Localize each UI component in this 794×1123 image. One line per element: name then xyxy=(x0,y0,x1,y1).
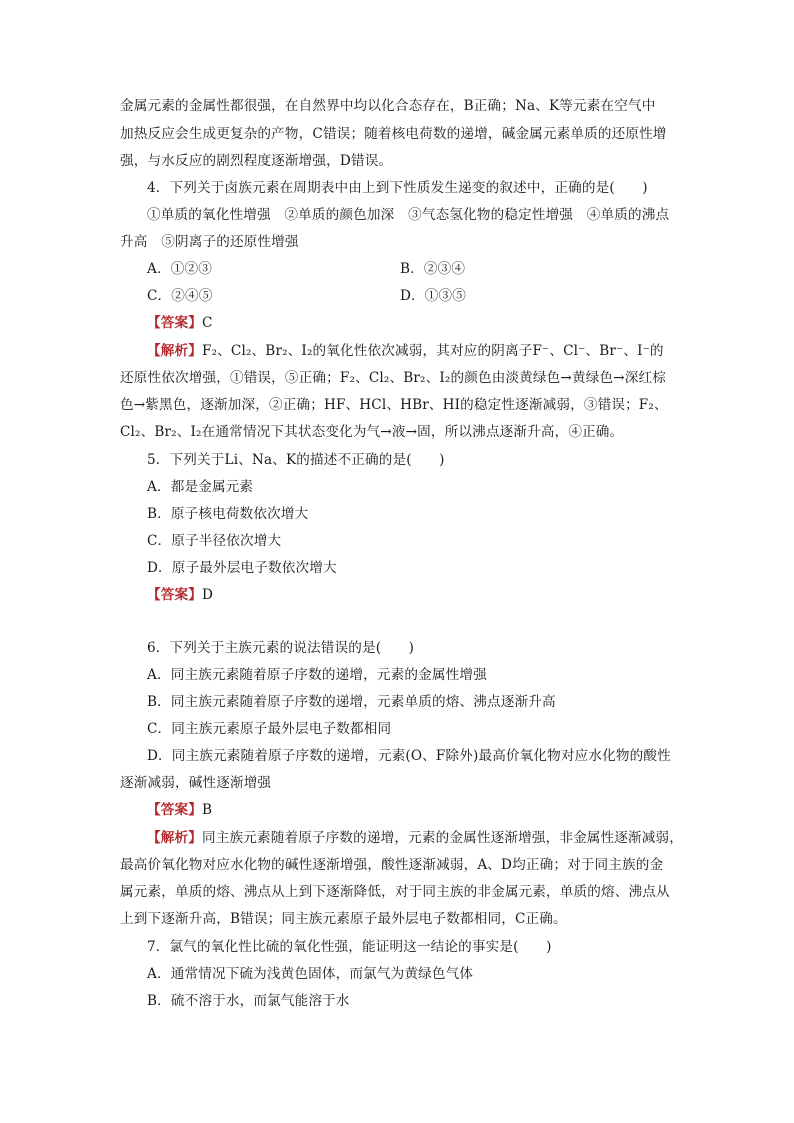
q7-option-a: A．通常情况下硫为浅黄色固体，而氯气为黄绿色气体 xyxy=(147,966,474,982)
q5-option-a: A．都是金属元素 xyxy=(147,479,254,495)
q6-option-b: B．同主族元素随着原子序数的递增，元素单质的熔、沸点逐渐升高 xyxy=(147,694,556,710)
q4-analysis-text-1: F₂、Cl₂、Br₂、I₂的氧化性依次减弱，其对应的阴离子F⁻、Cl⁻、Br⁻、I⁻的 xyxy=(201,343,664,359)
prev-analysis-line-2: 加热反应会生成更复杂的产物，C错误；随着核电荷数的递增，碱金属元素单质的还原性增 xyxy=(120,126,667,142)
answer-label: 【答案】 xyxy=(147,315,202,331)
q4-answer-value: C xyxy=(201,315,213,331)
q6-analysis-text-1: 同主族元素随着原子序数的递增，元素的金属性逐渐增强，非金属性逐渐减弱， xyxy=(201,830,684,846)
q7-option-b: B．硫不溶于水，而氯气能溶于水 xyxy=(147,993,350,1009)
q4-analysis-line-3: 色→紫黑色，逐渐加深，②正确；HF、HCl、HBr、HI的稳定性逐渐减弱，③错误；F₂、 xyxy=(120,397,668,413)
q4-option-d: D．①③⑤ xyxy=(400,288,467,304)
prev-analysis-line-1: 金属元素的金属性都很强，在自然界中均以化合态存在，B正确；Na、K等元素在空气中 xyxy=(120,98,656,114)
q4-items-line-2: 升高 ⑤阴离子的还原性增强 xyxy=(120,234,299,250)
q6-option-a: A．同主族元素随着原子序数的递增，元素的金属性增强 xyxy=(147,667,487,683)
q7-stem: 7．氯气的氧化性比硫的氧化性强，能证明这一结论的事实是( ) xyxy=(147,939,552,955)
q4-answer xyxy=(147,313,707,333)
q4-analysis-line-2: 还原性依次增强，①错误，⑤正确；F₂、Cl₂、Br₂、I₂的颜色由淡黄绿色→黄绿色→深红棕 xyxy=(120,370,666,386)
analysis-label: 【解析】 xyxy=(147,343,202,359)
q4-items-line-1: ①单质的氧化性增强 ②单质的颜色加深 ③气态氢化物的稳定性增强 ④单质的沸点 xyxy=(147,207,670,223)
q4-analysis-line-1 xyxy=(147,341,707,361)
q6-option-c: C．同主族元素原子最外层电子数都相同 xyxy=(147,721,392,737)
answer-label: 【答案】 xyxy=(147,587,202,603)
q6-analysis-line-1 xyxy=(147,828,707,848)
q6-stem: 6．下列关于主族元素的说法错误的是( ) xyxy=(147,640,415,656)
q5-option-b: B．原子核电荷数依次增大 xyxy=(147,506,309,522)
analysis-label: 【解析】 xyxy=(147,830,202,846)
q4-option-c: C．②④⑤ xyxy=(147,288,213,304)
q4-option-a: A．①②③ xyxy=(147,261,212,277)
prev-analysis-line-3: 强，与水反应的剧烈程度逐渐增强，D错误。 xyxy=(120,153,393,169)
q5-option-c: C．原子半径依次增大 xyxy=(147,533,282,549)
q6-answer-value: B xyxy=(201,802,213,818)
q5-answer-value: D xyxy=(201,587,214,603)
q4-stem: 4．下列关于卤族元素在周期表中由上到下性质发生递变的叙述中，正确的是( ) xyxy=(147,180,648,196)
q4-analysis-line-4: Cl₂、Br₂、I₂在通常情况下其状态变化为气→液→固，所以沸点逐渐升高，④正确。 xyxy=(120,424,624,440)
q5-answer xyxy=(147,585,707,605)
q4-option-b: B．②③④ xyxy=(400,261,466,277)
q6-analysis-line-4: 上到下逐渐升高，B错误；同主族元素原子最外层电子数都相同，C正确。 xyxy=(120,911,567,927)
q5-stem: 5．下列关于Li、Na、K的描述不正确的是( ) xyxy=(147,452,445,468)
q5-option-d: D．原子最外层电子数依次增大 xyxy=(147,560,337,576)
q6-analysis-line-2: 最高价氧化物对应水化物的碱性逐渐增强，酸性逐渐减弱，A、D均正确；对于同主族的金 xyxy=(120,857,664,873)
q6-option-d-line-1: D．同主族元素随着原子序数的递增，元素(O、F除外)最高价氧化物对应水化物的酸性 xyxy=(147,748,671,764)
q6-answer xyxy=(147,800,707,820)
q6-analysis-line-3: 属元素，单质的熔、沸点从上到下逐渐降低，对于同主族的非金属元素，单质的熔、沸点从 xyxy=(120,884,670,900)
q6-option-d-line-2: 逐渐减弱，碱性逐渐增强 xyxy=(120,775,272,791)
answer-label: 【答案】 xyxy=(147,802,202,818)
